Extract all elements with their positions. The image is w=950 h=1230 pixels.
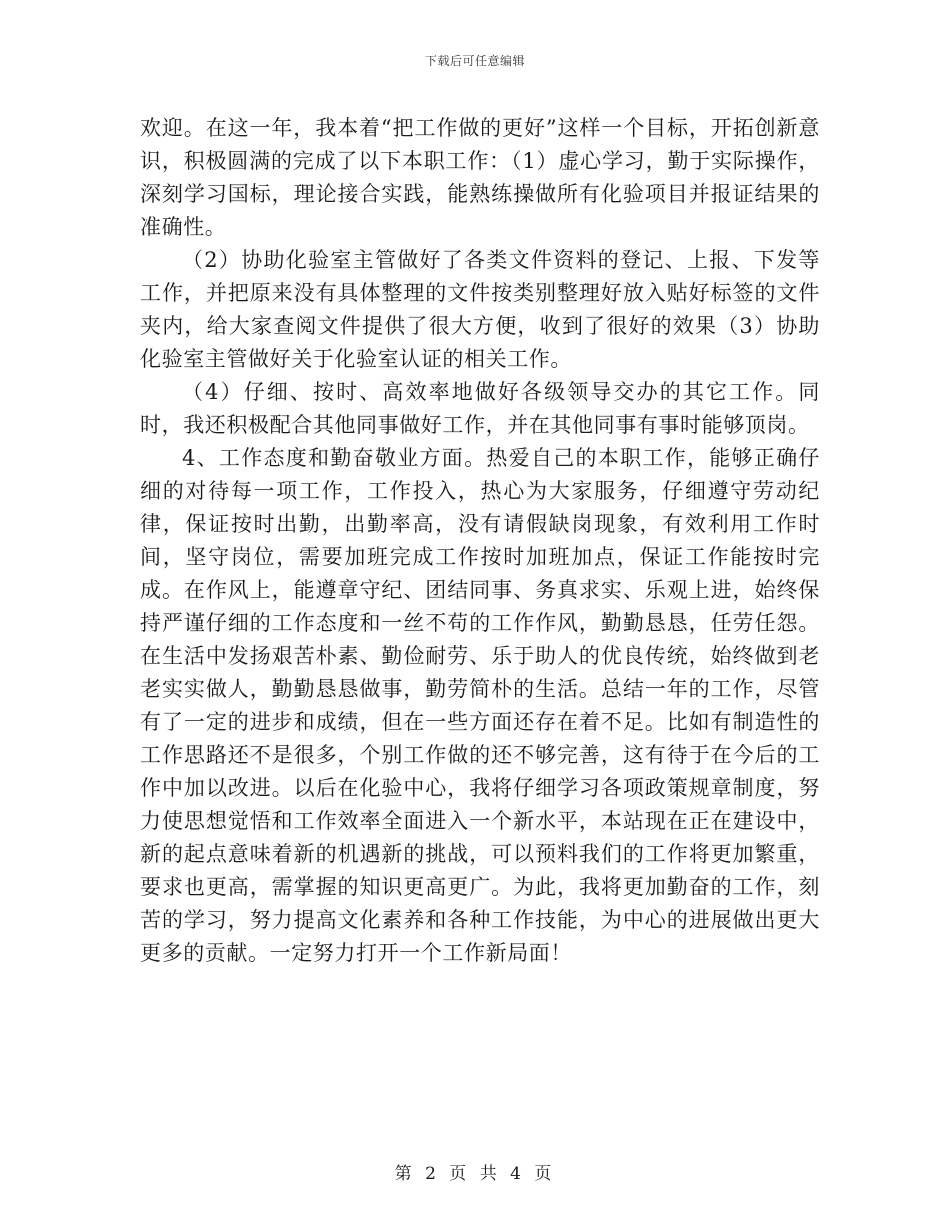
page-footer: 第 2 页 共 4 页 (394, 1164, 556, 1184)
paragraph-2: （2）协助化验室主管做好了各类文件资料的登记、上报、下发等工作，并把原来没有具体整理的文件按类别整理好放入贴好标签的文件夹内，给大家查阅文件提供了很大方便，收到了很好的效果（3）协助化验室主管做好关于化验室认证的相关工作。 (140, 248, 820, 371)
paragraph-3: （4）仔细、按时、高效率地做好各级领导交办的其它工作。同时，我还积极配合其他同事做好工作，并在其他同事有事时能够顶岗。 (140, 380, 820, 437)
page-header: 下载后可任意编辑 (424, 54, 525, 68)
paragraph-1: 欢迎。在这一年，我本着“把工作做的更好”这样一个目标，开拓创新意识，积极圆满的完成了以下本职工作：（1）虚心学习，勤于实际操作，深刻学习国标，理论接合实践，能熟练操做所有化验项目并报证结果的准确性。 (140, 116, 820, 239)
paragraph-4: 4、工作态度和勤奋敬业方面。热爱自己的本职工作，能够正确仔细的对待每一项工作，工作投入，热心为大家服务，仔细遵守劳动纪律，保证按时出勤，出勤率高，没有请假缺岗现象，有效利用工作时间，坚守岗位，需要加班完成工作按时加班加点，保证工作能按时完成。在作风上，能遵章守纪、团结同事、务真求实、乐观上进，始终保持严谨仔细的工作态度和一丝不苟的工作作风，勤勤恳恳，任劳任怨。在生活中发扬艰苦朴素、勤俭耐劳、乐于助人的优良传统，始终做到老老实实做人，勤勤恳恳做事，勤劳简朴的生活。总结一年的工作，尽管有了一定的进步和成绩，但在一些方面还存在着不足。比如有制造性的工作思路还不是很多，个别工作做的还不够完善，这有待于在今后的工作中加以改进。以后在化验中心，我将仔细学习各项政策规章制度，努力使思想觉悟和工作效率全面进入一个新水平，本站现在正在建设中，新的起点意味着新的机遇新的挑战，可以预料我们的工作将更加繁重，要求也更高，需掌握的知识更高更广。为此，我将更加勤奋的工作，刻苦的学习，努力提高文化素养和各种工作技能，为中心的进展做出更大更多的贡献。一定努力打开一个工作新局面！ (140, 446, 820, 965)
document-body (140, 112, 820, 970)
